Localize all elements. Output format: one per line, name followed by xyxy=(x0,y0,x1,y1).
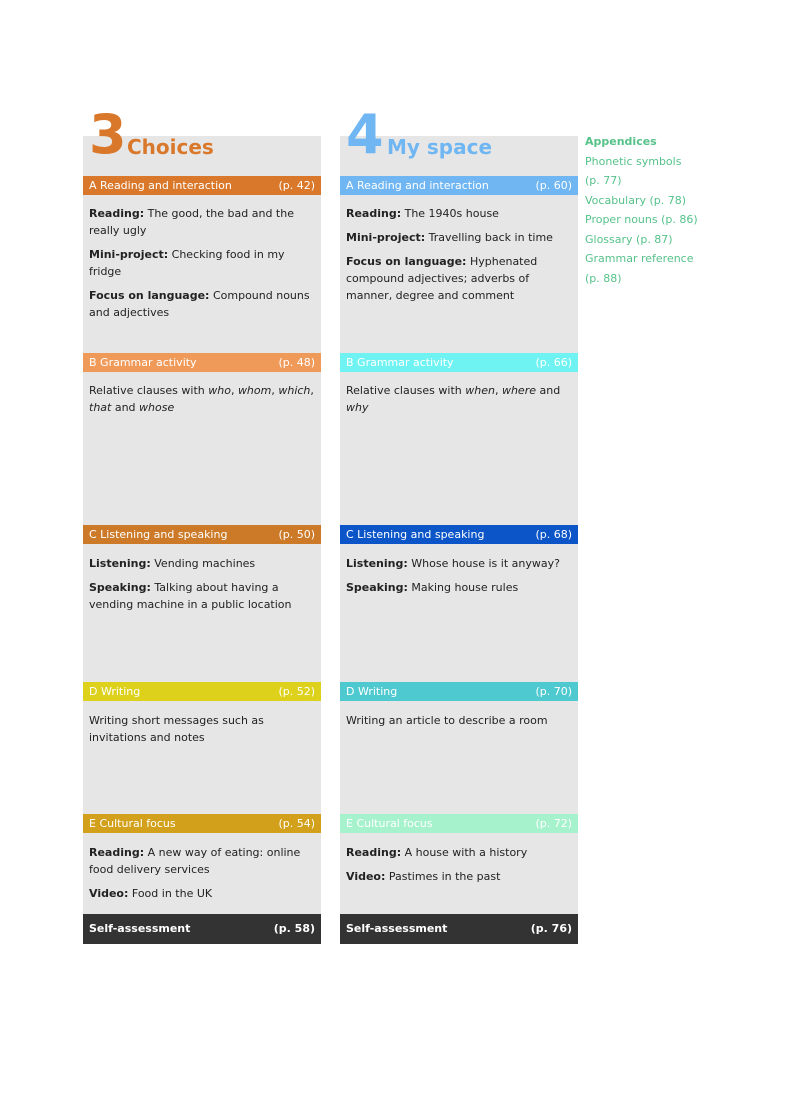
appendix-item-proper-nouns[interactable]: Proper nouns (p. 86) xyxy=(585,213,698,226)
unit-3-section-a-body xyxy=(89,205,315,328)
unit-4-section-a-body xyxy=(346,205,572,311)
section-page: (p. 72) xyxy=(535,817,572,830)
unit-3-section-b-header[interactable] xyxy=(83,353,321,372)
section-page: (p. 68) xyxy=(535,528,572,541)
unit-3-section-e-header[interactable] xyxy=(83,814,321,833)
section-page: (p. 54) xyxy=(278,817,315,830)
section-label: E Cultural focus xyxy=(89,817,176,830)
section-label: D Writing xyxy=(89,685,141,698)
section-page: (p. 50) xyxy=(278,528,315,541)
speaking-line: Speaking: Talking about having a vending machine in a public location xyxy=(89,581,292,611)
section-label: A Reading and interaction xyxy=(89,179,232,192)
unit-4-title: My space xyxy=(387,135,493,159)
focus-line: Focus on language: Hyphenated compound adjectives; adverbs of manner, degree and comment xyxy=(346,255,538,302)
unit-4-self-assessment[interactable] xyxy=(340,914,578,944)
appendix-item-grammar-reference[interactable]: Grammar reference xyxy=(585,252,694,265)
section-page: (p. 60) xyxy=(535,179,572,192)
section-page: (p. 66) xyxy=(535,356,572,369)
section-label: B Grammar activity xyxy=(89,356,197,369)
self-assessment-page: (p. 58) xyxy=(273,922,315,935)
unit-4-column xyxy=(340,103,578,944)
appendices-heading: Appendices xyxy=(585,135,657,148)
appendix-item-glossary[interactable]: Glossary (p. 87) xyxy=(585,232,673,246)
listening-line: Listening: Whose house is it anyway? xyxy=(346,557,560,570)
unit-3-section-c-body xyxy=(89,555,315,620)
unit-4-section-e-header[interactable] xyxy=(340,814,578,833)
appendix-item-phonetic-symbols[interactable]: Phonetic symbols xyxy=(585,154,682,168)
unit-3-section-d-header[interactable] xyxy=(83,682,321,701)
section-page: (p. 52) xyxy=(278,685,315,698)
unit-4-section-a-header[interactable] xyxy=(340,176,578,195)
appendices-list xyxy=(585,132,735,288)
appendix-item-vocabulary[interactable]: Vocabulary (p. 78) xyxy=(585,193,687,207)
section-page: (p. 70) xyxy=(535,685,572,698)
grammar-line: Relative clauses with when, where and why xyxy=(346,384,561,414)
section-label: D Writing xyxy=(346,685,398,698)
mini-project-line: Mini-project: Checking food in my fridge xyxy=(89,248,285,278)
unit-4-section-e-body xyxy=(346,844,572,892)
appendix-item-phonetic-page[interactable]: (p. 77) xyxy=(585,174,622,187)
unit-4-section-c-body xyxy=(346,555,572,603)
self-assessment-page: (p. 76) xyxy=(530,922,572,935)
section-label: C Listening and speaking xyxy=(346,528,485,541)
focus-line: Focus on language: Compound nouns and adjectives xyxy=(89,289,310,319)
section-label: B Grammar activity xyxy=(346,356,454,369)
writing-line: Writing an article to describe a room xyxy=(346,714,548,727)
video-line: Video: Food in the UK xyxy=(89,887,213,900)
unit-3-title: Choices xyxy=(127,135,214,159)
reading-line: Reading: A new way of eating: online food delivery services xyxy=(89,846,301,876)
section-label: E Cultural focus xyxy=(346,817,433,830)
section-label: C Listening and speaking xyxy=(89,528,228,541)
unit-3-self-assessment[interactable] xyxy=(83,914,321,944)
section-label: A Reading and interaction xyxy=(346,179,489,192)
unit-4-section-c-header[interactable] xyxy=(340,525,578,544)
speaking-line: Speaking: Making house rules xyxy=(346,581,519,594)
reading-line: Reading: The good, the bad and the really ugly xyxy=(89,207,294,237)
unit-3-section-d-body xyxy=(89,712,315,753)
self-assessment-label: Self-assessment xyxy=(89,922,191,935)
self-assessment-label: Self-assessment xyxy=(346,922,448,935)
unit-4-section-b-header[interactable] xyxy=(340,353,578,372)
unit-4-section-d-header[interactable] xyxy=(340,682,578,701)
unit-3-section-b-body xyxy=(89,382,315,423)
grammar-line: Relative clauses with who, whom, which, that and whose xyxy=(89,384,314,414)
listening-line: Listening: Vending machines xyxy=(89,557,256,570)
mini-project-line: Mini-project: Travelling back in time xyxy=(346,231,553,244)
unit-3-section-e-body xyxy=(89,844,315,909)
writing-line: Writing short messages such as invitations and notes xyxy=(89,714,264,744)
appendix-item-grammar-page[interactable]: (p. 88) xyxy=(585,271,622,285)
unit-4-number: 4 xyxy=(346,103,384,166)
unit-4-section-d-body xyxy=(346,712,572,736)
unit-3-number: 3 xyxy=(89,103,127,166)
unit-4-section-b-body xyxy=(346,382,572,423)
unit-3-section-a-header[interactable] xyxy=(83,176,321,195)
video-line: Video: Pastimes in the past xyxy=(346,870,501,883)
reading-line: Reading: A house with a history xyxy=(346,846,528,859)
reading-line: Reading: The 1940s house xyxy=(346,207,499,220)
section-page: (p. 48) xyxy=(278,356,315,369)
section-page: (p. 42) xyxy=(278,179,315,192)
unit-3-column xyxy=(83,103,321,944)
unit-3-section-c-header[interactable] xyxy=(83,525,321,544)
